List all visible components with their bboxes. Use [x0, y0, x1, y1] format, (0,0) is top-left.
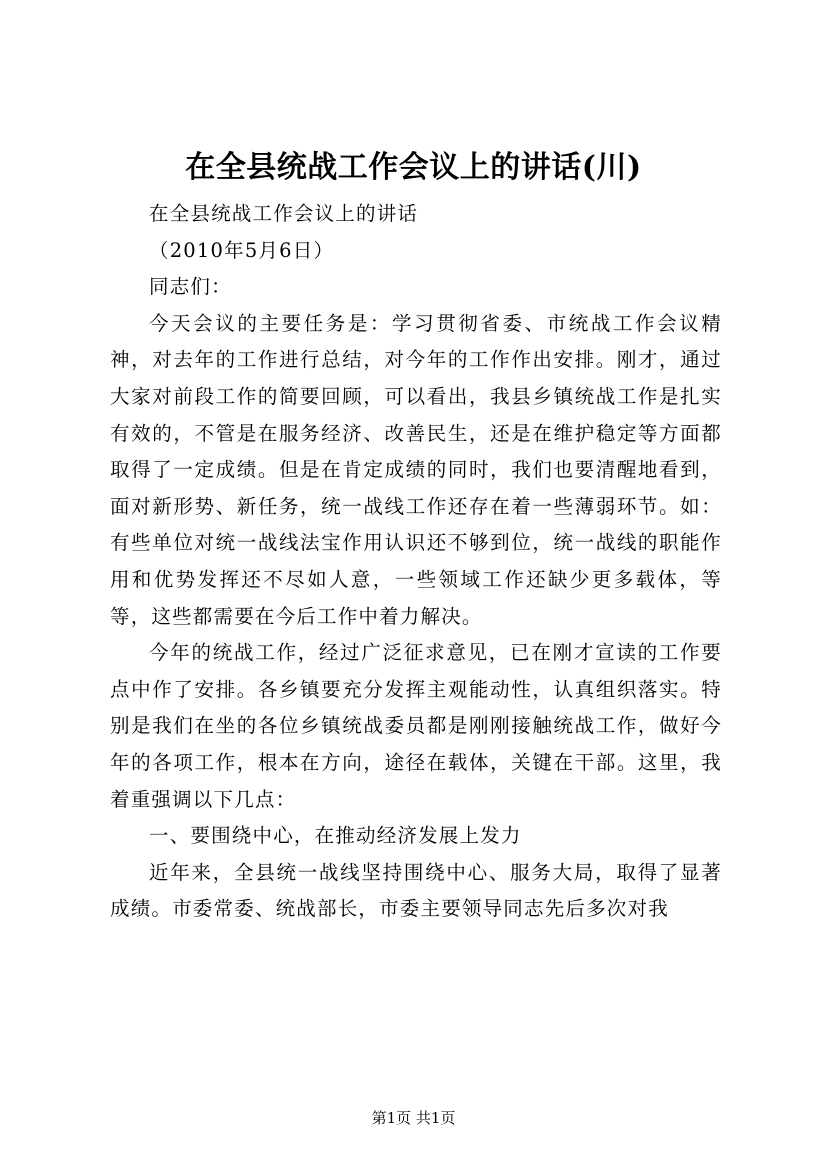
page-number-footer: 第1页 共1页: [371, 1109, 456, 1127]
section-heading: 一、要围绕中心，在推动经济发展上发力: [149, 824, 522, 848]
document-body: [110, 196, 722, 928]
speech-heading: 在全县统战工作会议上的讲话: [149, 202, 419, 225]
paragraph: 今年的统战工作，经过广泛征求意见，已在刚才宣读的工作要点中作了安排。各乡镇要充分发挥主观能动性，认真组织落实。特别是我们在坐的各位乡镇统战委员都是刚刚接触统战工作，做好今年的各项工作，根本在方向，途径在载体，关键在干部。这里，我着重强调以下几点：: [110, 641, 722, 811]
document-title: 在全县统战工作会议上的讲话(川): [185, 150, 642, 185]
salutation: 同志们：: [149, 275, 232, 299]
paragraph: 近年来，全县统一战线坚持围绕中心、服务大局，取得了显著成绩。市委常委、统战部长，市委主要领导同志先后多次对我: [110, 860, 722, 921]
paragraph: 今天会议的主要任务是：学习贯彻省委、市统战工作会议精神，对去年的工作进行总结，对今年的工作作出安排。刚才，通过大家对前段工作的简要回顾，可以看出，我县乡镇统战工作是扎实有效的，不管是在服务经济、改善民生，还是在维护稳定等方面都取得了一定成绩。但是在肯定成绩的同时，我们也要清醒地看到，面对新形势、新任务，统一战线工作还存在着一些薄弱环节。如：有些单位对统一战线法宝作用认识还不够到位，统一战线的职能作用和优势发挥还不尽如人意，一些领域工作还缺少更多载体，等等，这些都需要在今后工作中着力解决。: [110, 311, 722, 628]
speech-date: （2010年5月6日）: [149, 238, 335, 262]
